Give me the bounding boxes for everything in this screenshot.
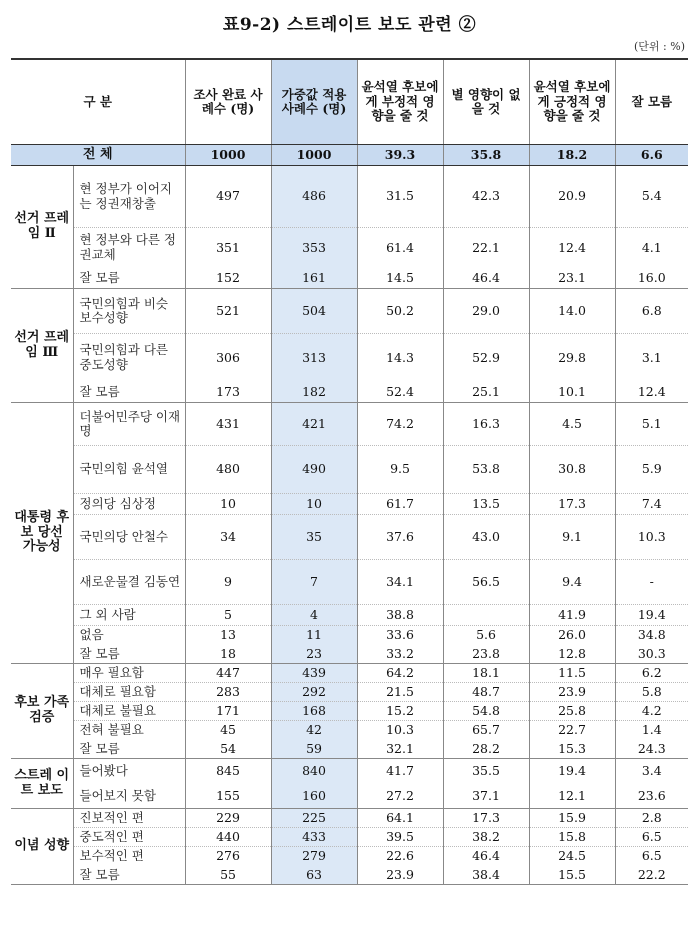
cell: 18.2 [529, 145, 615, 166]
table-row [11, 289, 688, 334]
cell: 155 [185, 784, 271, 809]
table-row [11, 515, 688, 560]
table-row [11, 866, 688, 885]
header-col: 조사 완료 사례수 (명) [185, 59, 271, 145]
cell: 279 [271, 847, 357, 866]
cell: 1000 [185, 145, 271, 166]
cell: 14.3 [357, 334, 443, 382]
cell: 421 [271, 403, 357, 446]
table-row [11, 645, 688, 664]
row-label: 보수적인 편 [73, 847, 185, 866]
header-col: 윤석열 후보에게 부정적 영향을 줄 것 [357, 59, 443, 145]
group-label: 선거 프레임 Ⅲ [11, 289, 73, 403]
row-label: 현 정부가 이어지는 정권재창출 [79, 181, 172, 211]
cell: 9.4 [529, 560, 615, 605]
cell: 39.5 [357, 828, 443, 847]
table-row [11, 403, 688, 446]
cell: 46.4 [443, 847, 529, 866]
row-label: 들어봤다 [79, 763, 128, 779]
cell: 229 [185, 809, 271, 828]
cell: 12.1 [529, 784, 615, 809]
cell: 12.4 [529, 228, 615, 268]
row-label: 들어보지 못함 [73, 784, 185, 809]
row-label: 잘 모름 [73, 740, 185, 759]
cell: 480 [185, 446, 271, 494]
cell: 27.2 [357, 784, 443, 809]
cell: 161 [271, 268, 357, 289]
cell: 225 [271, 809, 357, 828]
cell: 65.7 [443, 721, 529, 740]
row-label: 진보적인 편 [79, 809, 144, 825]
cell: 5.6 [443, 626, 529, 645]
cell: 23.1 [529, 268, 615, 289]
row-label: 국민의당 안철수 [73, 515, 185, 560]
table-row [11, 560, 688, 605]
results-table [11, 58, 688, 885]
cell: 497 [185, 166, 271, 228]
row-label: 잘 모름 [73, 866, 185, 885]
cell: 33.6 [357, 626, 443, 645]
cell: 35.5 [443, 759, 529, 784]
cell: 845 [185, 759, 271, 784]
cell: 15.9 [529, 809, 615, 828]
cell: 41.7 [357, 759, 443, 784]
cell: 54.8 [443, 702, 529, 721]
group-label: 후보 가족 검증 [11, 664, 73, 759]
cell: 24.3 [615, 740, 688, 759]
cell: 20.9 [529, 166, 615, 228]
cell: 61.7 [357, 494, 443, 515]
cell: 490 [271, 446, 357, 494]
cell: 9.1 [529, 515, 615, 560]
table-row [11, 626, 688, 645]
cell: 439 [271, 664, 357, 683]
row-label: 중도적인 편 [73, 828, 185, 847]
cell: 53.8 [443, 446, 529, 494]
group-label: 이념 성향 [11, 809, 73, 885]
cell: 10.1 [529, 382, 615, 403]
cell: 23.8 [443, 645, 529, 664]
cell: 34.8 [615, 626, 688, 645]
cell: 64.2 [357, 664, 443, 683]
cell: 15.5 [529, 866, 615, 885]
cell: 54 [185, 740, 271, 759]
cell: 22.1 [443, 228, 529, 268]
cell: 30.8 [529, 446, 615, 494]
cell: 504 [271, 289, 357, 334]
table-row [11, 166, 688, 228]
cell: 12.8 [529, 645, 615, 664]
table-row [11, 228, 688, 268]
cell: 4.2 [615, 702, 688, 721]
cell: 9.5 [357, 446, 443, 494]
table-row [11, 664, 688, 683]
cell: 182 [271, 382, 357, 403]
group-label: 대통령 후보 당선 가능성 [11, 403, 73, 664]
table-row [11, 446, 688, 494]
table-row [11, 683, 688, 702]
cell: 5.9 [615, 446, 688, 494]
cell: 7 [271, 560, 357, 605]
cell: 18 [185, 645, 271, 664]
row-label: 정의당 심상정 [73, 494, 185, 515]
cell: 26.0 [529, 626, 615, 645]
cell: 12.4 [615, 382, 688, 403]
cell: 63 [271, 866, 357, 885]
cell: 1000 [271, 145, 357, 166]
table-title: 표9-2) 스트레이트 보도 관련 ② [222, 15, 477, 35]
cell: 14.0 [529, 289, 615, 334]
cell: 292 [271, 683, 357, 702]
row-label: 국민의힘 윤석열 [73, 446, 185, 494]
cell: 433 [271, 828, 357, 847]
cell: 59 [271, 740, 357, 759]
cell: 5 [185, 605, 271, 626]
cell: 38.2 [443, 828, 529, 847]
cell: 9 [185, 560, 271, 605]
header-row [11, 59, 688, 145]
cell: 6.8 [615, 289, 688, 334]
row-label: 국민의힘과 다른 중도성향 [73, 334, 185, 382]
total-row [11, 145, 688, 166]
cell: 15.2 [357, 702, 443, 721]
cell: 17.3 [443, 809, 529, 828]
cell: 16.0 [615, 268, 688, 289]
table-row [11, 784, 688, 809]
row-label: 대체로 불필요 [73, 702, 185, 721]
group-label: 선거 프레임 Ⅱ [11, 166, 73, 289]
header-category: 구 분 [11, 59, 185, 145]
cell: 160 [271, 784, 357, 809]
cell: - [615, 560, 688, 605]
cell: 24.5 [529, 847, 615, 866]
cell: 15.3 [529, 740, 615, 759]
cell: 34.1 [357, 560, 443, 605]
total-label: 전 체 [11, 145, 185, 166]
cell: 16.3 [443, 403, 529, 446]
cell: 41.9 [529, 605, 615, 626]
cell: 56.5 [443, 560, 529, 605]
cell: 3.1 [615, 334, 688, 382]
cell: 23.9 [357, 866, 443, 885]
cell: 6.5 [615, 828, 688, 847]
table-row [11, 268, 688, 289]
cell: 22.2 [615, 866, 688, 885]
cell: 17.3 [529, 494, 615, 515]
cell: 25.8 [529, 702, 615, 721]
table-row [11, 740, 688, 759]
cell: 840 [271, 759, 357, 784]
cell: 168 [271, 702, 357, 721]
cell: 283 [185, 683, 271, 702]
row-label: 잘 모름 [73, 645, 185, 664]
cell: 13 [185, 626, 271, 645]
cell: 3.4 [615, 759, 688, 784]
cell: 30.3 [615, 645, 688, 664]
cell: 10.3 [615, 515, 688, 560]
cell: 42 [271, 721, 357, 740]
cell: 5.1 [615, 403, 688, 446]
cell: 45 [185, 721, 271, 740]
cell: 38.8 [357, 605, 443, 626]
cell: 440 [185, 828, 271, 847]
cell: 5.4 [615, 166, 688, 228]
table-row [11, 382, 688, 403]
group-label: 스트레 이트 보도 [11, 759, 73, 809]
cell: 351 [185, 228, 271, 268]
table-row [11, 828, 688, 847]
cell: 21.5 [357, 683, 443, 702]
cell: 486 [271, 166, 357, 228]
cell: 38.4 [443, 866, 529, 885]
cell: 13.5 [443, 494, 529, 515]
header-col: 가중값 적용 사례수 (명) [271, 59, 357, 145]
row-label: 더불어민주당 이재명 [79, 408, 181, 438]
cell: 313 [271, 334, 357, 382]
cell: 48.7 [443, 683, 529, 702]
cell: 23.9 [529, 683, 615, 702]
cell: 276 [185, 847, 271, 866]
cell: 74.2 [357, 403, 443, 446]
table-row [11, 759, 688, 784]
cell: 2.8 [615, 809, 688, 828]
cell: 7.4 [615, 494, 688, 515]
cell: 52.9 [443, 334, 529, 382]
unit-note: (단위 : %) [634, 40, 685, 53]
row-label: 없음 [73, 626, 185, 645]
cell: 447 [185, 664, 271, 683]
cell: 46.4 [443, 268, 529, 289]
cell: 431 [185, 403, 271, 446]
cell: 1.4 [615, 721, 688, 740]
row-label: 국민의힘과 비슷 보수성향 [79, 295, 168, 325]
cell: 521 [185, 289, 271, 334]
cell [443, 605, 529, 626]
cell: 11.5 [529, 664, 615, 683]
cell: 4 [271, 605, 357, 626]
cell: 306 [185, 334, 271, 382]
row-label: 잘 모름 [73, 268, 185, 289]
row-label: 전혀 불필요 [73, 721, 185, 740]
row-label: 새로운물결 김동연 [73, 560, 185, 605]
header-col: 별 영향이 없을 것 [443, 59, 529, 145]
cell: 32.1 [357, 740, 443, 759]
cell: 5.8 [615, 683, 688, 702]
cell: 29.8 [529, 334, 615, 382]
cell: 23 [271, 645, 357, 664]
cell: 173 [185, 382, 271, 403]
cell: 34 [185, 515, 271, 560]
cell: 39.3 [357, 145, 443, 166]
cell: 23.6 [615, 784, 688, 809]
cell: 64.1 [357, 809, 443, 828]
cell: 33.2 [357, 645, 443, 664]
header-col: 잘 모름 [615, 59, 688, 145]
cell: 171 [185, 702, 271, 721]
cell: 6.5 [615, 847, 688, 866]
table-row [11, 702, 688, 721]
cell: 25.1 [443, 382, 529, 403]
cell: 10.3 [357, 721, 443, 740]
cell: 19.4 [615, 605, 688, 626]
cell: 61.4 [357, 228, 443, 268]
cell: 37.6 [357, 515, 443, 560]
cell: 29.0 [443, 289, 529, 334]
table-row [11, 494, 688, 515]
cell: 35.8 [443, 145, 529, 166]
row-label: 대체로 필요함 [73, 683, 185, 702]
cell: 6.2 [615, 664, 688, 683]
header-col: 윤석열 후보에게 긍정적 영향을 줄 것 [529, 59, 615, 145]
cell: 14.5 [357, 268, 443, 289]
cell: 4.1 [615, 228, 688, 268]
table-row [11, 721, 688, 740]
cell: 19.4 [529, 759, 615, 784]
cell: 18.1 [443, 664, 529, 683]
cell: 22.6 [357, 847, 443, 866]
table-row [11, 847, 688, 866]
cell: 152 [185, 268, 271, 289]
cell: 37.1 [443, 784, 529, 809]
table-row [11, 334, 688, 382]
cell: 28.2 [443, 740, 529, 759]
cell: 42.3 [443, 166, 529, 228]
cell: 4.5 [529, 403, 615, 446]
row-label: 잘 모름 [73, 382, 185, 403]
cell: 55 [185, 866, 271, 885]
cell: 43.0 [443, 515, 529, 560]
cell: 11 [271, 626, 357, 645]
cell: 22.7 [529, 721, 615, 740]
cell: 15.8 [529, 828, 615, 847]
table-row [11, 809, 688, 828]
cell: 10 [185, 494, 271, 515]
cell: 353 [271, 228, 357, 268]
cell: 52.4 [357, 382, 443, 403]
row-label: 현 정부와 다른 정권교체 [73, 228, 185, 268]
cell: 31.5 [357, 166, 443, 228]
cell: 50.2 [357, 289, 443, 334]
row-label: 그 외 사람 [73, 605, 185, 626]
cell: 6.6 [615, 145, 688, 166]
row-label: 매우 필요함 [79, 664, 144, 680]
cell: 10 [271, 494, 357, 515]
cell: 35 [271, 515, 357, 560]
table-row [11, 605, 688, 626]
